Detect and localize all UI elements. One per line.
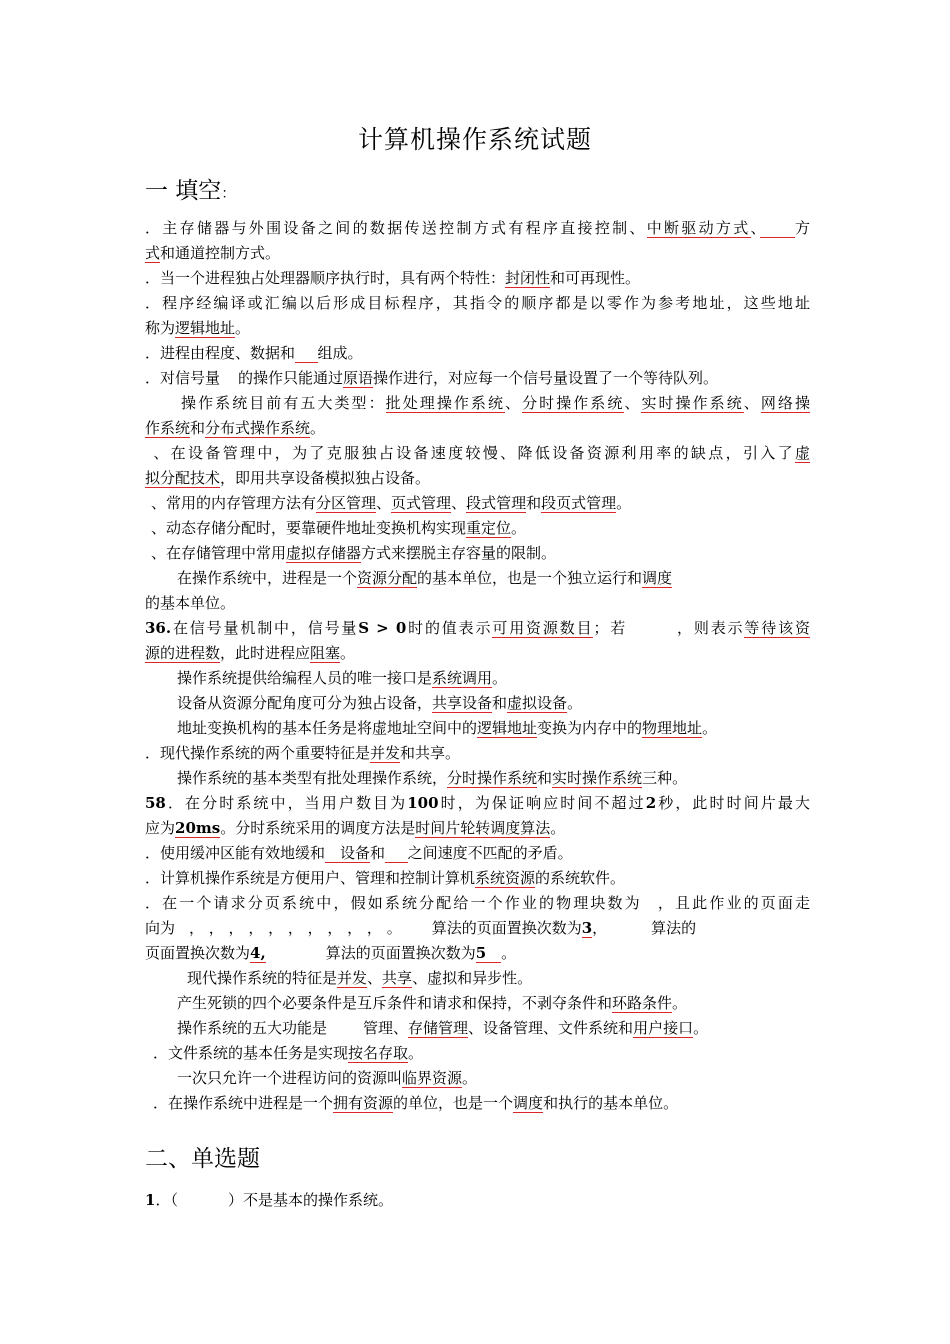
answer: 20ms (175, 819, 221, 837)
answer: 系统调用 (432, 669, 493, 687)
fill-line-30 (145, 943, 810, 963)
text: 、 (376, 494, 392, 512)
text: ．计算机操作系统是方便用户、管理和控制计算机 (145, 869, 476, 887)
text: 和执行的基本单位。 (543, 1094, 679, 1112)
text: 、虚拟和异步性。 (412, 969, 533, 987)
section-heading-colon: ： (221, 186, 236, 202)
fill-line-11 (145, 468, 810, 488)
text: ．在分时系统中，当用户数目为 (165, 794, 408, 812)
answer (325, 844, 370, 863)
fill-line-31 (145, 968, 810, 988)
section-heading-text: 一 填空 (145, 178, 222, 204)
question-number: 36. (145, 619, 172, 637)
answer: 4, (250, 944, 266, 962)
fill-line-14 (145, 543, 810, 563)
fill-line-34 (145, 1043, 810, 1063)
text: 地址变换机构的基本任务是将虚地址空间中的 (177, 719, 478, 737)
answer: 批处理操作系统 (385, 394, 506, 412)
text: 。 (672, 994, 688, 1012)
text: ， ， ， ， ， ， ， ， ， ， 。 (189, 919, 402, 937)
text: 应为 (145, 819, 176, 837)
text: 一次只允许一个进程访问的资源叫 (177, 1069, 403, 1087)
answer: 拟分配技术 (145, 469, 221, 487)
text: 、动态存储分配时，要靠硬件地址变换机构实现 (151, 519, 467, 537)
text: 。 (462, 1069, 478, 1087)
answer: 共享设备 (432, 694, 493, 712)
section-heading-fill-in (145, 172, 235, 205)
fill-line-25 (145, 818, 810, 838)
text: ，且此作业的页面走 (655, 894, 810, 912)
answer: 可用资源数目 (492, 619, 594, 637)
text: 、 (451, 494, 467, 512)
text: ．主存储器与外围设备之间的数据传送控制方式有程序直接控制、 (145, 219, 647, 237)
fill-line-22 (145, 743, 810, 763)
text: 在操作系统中，进程是一个 (177, 569, 358, 587)
text: 。 (693, 1019, 709, 1037)
answer: 段页式管理 (541, 494, 617, 512)
answer: 封闭性 (505, 269, 551, 287)
text: 产生死锁的四个必要条件是互斥条件和请求和保持，不剥夺条件和 (177, 994, 613, 1012)
fill-line-15 (145, 568, 810, 588)
answer-text: 5 (475, 944, 487, 962)
answer: 虚拟存储器 (286, 544, 362, 562)
text: 的基本单位，也是一个独立运行和 (417, 569, 643, 587)
text: 三种。 (642, 769, 688, 787)
answer: 页式管理 (391, 494, 452, 512)
text: ．程序经编译或汇编以后形成目标程序，其指令的顺序都是以零作为参考地址，这些地址 (145, 294, 810, 312)
answer: 原语 (343, 369, 374, 387)
text: 。 (310, 419, 326, 437)
text: 操作进行，对应每一个信号量设置了一个等待队列。 (373, 369, 719, 387)
text: 设备从资源分配角度可分为独占设备， (177, 694, 433, 712)
fill-line-7 (145, 368, 810, 388)
fill-line-17 (145, 618, 810, 638)
text: 和可再现性。 (550, 269, 641, 287)
fill-line-23 (145, 768, 810, 788)
text: 组成。 (317, 344, 363, 362)
text: 和 (370, 844, 386, 862)
fill-line-10 (145, 443, 810, 463)
text: 。分时系统采用的调度方法是 (220, 819, 416, 837)
fill-line-16 (145, 593, 810, 613)
fill-line-18 (145, 643, 810, 663)
fill-line-27 (145, 868, 810, 888)
text: 和通道控制方式。 (160, 244, 281, 262)
fill-line-28 (145, 893, 810, 913)
text: ．在一个请求分页系统中，假如系统分配给一个作业的物理块数为 (145, 894, 642, 912)
answer: 用户接口 (633, 1019, 694, 1037)
answer: 阻塞 (310, 644, 341, 662)
fill-line-1 (145, 218, 810, 238)
fill-line-13 (145, 518, 810, 538)
answer: 按名存取 (348, 1044, 409, 1062)
text: 操作系统的五大功能是 (177, 1019, 328, 1037)
text: 算法的页面置换次数为 (325, 944, 476, 962)
fill-line-20 (145, 693, 810, 713)
answer: 实时操作系统 (552, 769, 643, 787)
text: 。 (702, 719, 718, 737)
answer: 虚 (794, 444, 810, 462)
text: 向为 (145, 919, 176, 937)
text: 和 (537, 769, 553, 787)
answer: 环路条件 (612, 994, 673, 1012)
text: 、在存储管理中常用 (151, 544, 287, 562)
text: ，此时进程应 (220, 644, 311, 662)
text: ．在操作系统中进程是一个 (153, 1094, 334, 1112)
text: 操作系统目前有五大类型： (179, 394, 386, 412)
section-heading-single-choice: 二、单选题 (145, 1146, 260, 1172)
text: 算法的 (651, 919, 697, 937)
text: 现代操作系统的特征是 (187, 969, 338, 987)
answer (476, 944, 501, 963)
text: 时的值表示 (406, 619, 493, 637)
text: 。 (340, 644, 356, 662)
answer: 中断驱动方式 (646, 219, 751, 237)
text: 方 (794, 219, 810, 237)
text: 的单位，也是一个 (393, 1094, 514, 1112)
fill-line-32 (145, 993, 810, 1013)
text: 、常用的内存管理方法有 (151, 494, 317, 512)
text: 、 (624, 394, 642, 412)
fill-line-19 (145, 668, 810, 688)
text: 、 (505, 394, 523, 412)
text: 。 (550, 819, 566, 837)
answer: 临界资源 (402, 1069, 463, 1087)
text: 方式来摆脱主存容量的限制。 (361, 544, 557, 562)
answer: 资源分配 (357, 569, 418, 587)
answer: 逻辑地址 (175, 319, 236, 337)
answer: 作系统 (145, 419, 191, 437)
answer: 分时操作系统 (522, 394, 625, 412)
answer: 逻辑地址 (477, 719, 538, 737)
fill-line-3 (145, 268, 810, 288)
answer: 3 (581, 919, 593, 937)
text: ．（ (155, 1191, 178, 1209)
answer: 并发 (337, 969, 368, 987)
answer: 共享 (382, 969, 413, 987)
question-number: 1 (145, 1191, 156, 1209)
text: ）不是基本的操作系统。 (227, 1191, 393, 1209)
value: 2 (645, 794, 657, 812)
text: 称为 (145, 319, 176, 337)
text: 页面置换次数为 (145, 944, 251, 962)
text: 。 (511, 519, 527, 537)
answer: 调度 (642, 569, 673, 587)
text: 的基本单位。 (145, 594, 236, 612)
document-title: 计算机操作系统试题 (357, 125, 592, 154)
answer: 虚拟设备 (507, 694, 568, 712)
text: 、在设备管理中，为了克服独占设备速度较慢、降低设备资源利用率的缺点，引入了 (151, 444, 795, 462)
text: ；若 (593, 619, 628, 637)
answer: 网络操 (760, 394, 810, 412)
fill-line-26 (145, 843, 810, 863)
text: ， (592, 919, 608, 937)
fill-line-12 (145, 493, 810, 513)
text: 和共享。 (400, 744, 461, 762)
answer: 时间片轮转调度算法 (415, 819, 551, 837)
text: 操作系统提供给编程人员的唯一接口是 (177, 669, 433, 687)
text: ．文件系统的基本任务是实现 (153, 1044, 349, 1062)
answer: 物理地址 (642, 719, 703, 737)
answer: 存储管理 (408, 1019, 469, 1037)
fill-line-36 (145, 1093, 810, 1113)
fill-line-29 (145, 918, 810, 938)
fill-line-4 (145, 293, 810, 313)
fill-line-21 (145, 718, 810, 738)
answer: 拥有资源 (333, 1094, 394, 1112)
answer: 重定位 (466, 519, 512, 537)
text: 和 (492, 694, 508, 712)
text: 的系统软件。 (535, 869, 626, 887)
answer-blank (295, 344, 318, 363)
text: 的操作只能通过 (238, 369, 344, 387)
fill-line-33 (145, 1018, 810, 1038)
text: ．现代操作系统的两个重要特征是 (145, 744, 371, 762)
text: 之间速度不匹配的矛盾。 (407, 844, 573, 862)
answer-text: 设备 (340, 844, 371, 862)
text: 算法的页面置换次数为 (431, 919, 582, 937)
answer: 并发 (370, 744, 401, 762)
text: 时，为保证响应时间不超过 (438, 794, 646, 812)
text: 秒，此时时间片最大 (656, 794, 810, 812)
text: 管理、 (363, 1019, 409, 1037)
text: ．进程由程度、数据和 (145, 344, 296, 362)
answer: 实时操作系统 (641, 394, 744, 412)
text: 、 (750, 219, 761, 237)
text: 在信号量机制中，信号量 (171, 619, 359, 637)
value: 100 (407, 794, 439, 812)
text: 、 (743, 394, 761, 412)
text: 操作系统的基本类型有批处理操作系统， (177, 769, 448, 787)
answer: 调度 (513, 1094, 544, 1112)
text: ．当一个进程独占处理器顺序执行时，具有两个特性： (145, 269, 506, 287)
answer: 式 (145, 244, 161, 262)
text: 和 (526, 494, 542, 512)
text: 。 (235, 319, 251, 337)
text: ，则表示 (675, 619, 745, 637)
answer: 分区管理 (316, 494, 377, 512)
text: 。 (408, 1044, 424, 1062)
fill-line-2 (145, 243, 810, 263)
text: ．对信号量 (145, 369, 221, 387)
question-number: 58 (145, 794, 166, 812)
answer: 等待该资 (744, 619, 810, 637)
answer: 段式管理 (466, 494, 527, 512)
fill-line-35 (145, 1068, 810, 1088)
text: 。 (616, 494, 632, 512)
text: 和 (190, 419, 206, 437)
fill-line-6 (145, 343, 810, 363)
answer-blank (760, 219, 795, 238)
answer: 分时操作系统 (447, 769, 538, 787)
fill-line-5 (145, 318, 810, 338)
answer: 分布式操作系统 (205, 419, 311, 437)
text: ，即用共享设备模拟独占设备。 (220, 469, 431, 487)
text: 。 (492, 669, 508, 687)
answer: 源的进程数 (145, 644, 221, 662)
fill-line-9 (145, 418, 810, 438)
text: 变换为内存中的 (537, 719, 643, 737)
question-1 (145, 1190, 810, 1210)
text: 。 (567, 694, 583, 712)
fill-line-8 (145, 393, 810, 413)
formula: S > 0 (358, 619, 407, 637)
answer-blank (385, 844, 408, 863)
answer: 系统资源 (475, 869, 536, 887)
text: 。 (501, 944, 517, 962)
text: 、设备管理、文件系统和 (468, 1019, 634, 1037)
text: 、 (367, 969, 383, 987)
fill-line-24 (145, 793, 810, 813)
text: ．使用缓冲区能有效地缓和 (145, 844, 326, 862)
